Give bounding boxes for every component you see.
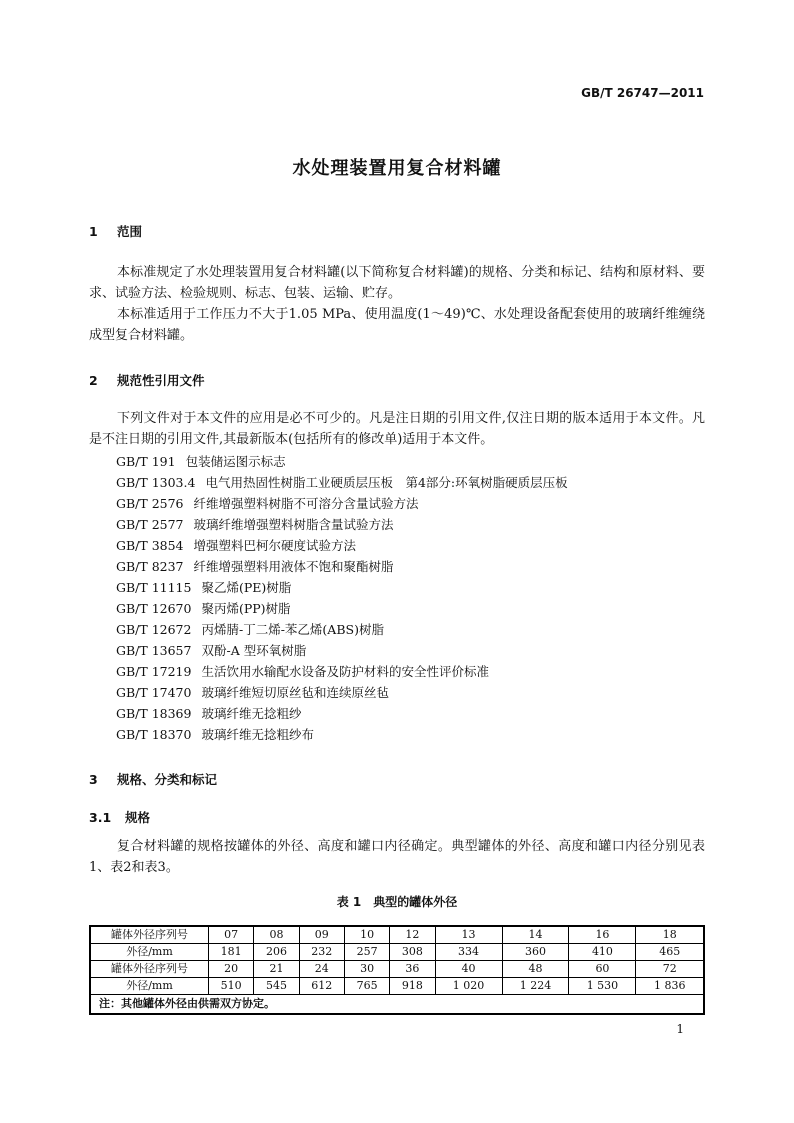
row-label: 罐体外径序列号 bbox=[90, 961, 209, 978]
table-cell: 232 bbox=[299, 944, 344, 961]
section-2-number: 2 bbox=[89, 373, 98, 388]
section-1-heading bbox=[89, 222, 142, 240]
table-1 bbox=[89, 925, 705, 1015]
table-cell: 24 bbox=[299, 961, 344, 978]
table-cell: 20 bbox=[209, 961, 254, 978]
reference-title: 玻璃纤维无捻粗纱布 bbox=[201, 727, 314, 742]
table-cell: 48 bbox=[502, 961, 569, 978]
table-cell: 08 bbox=[254, 926, 299, 944]
row-label: 外径/mm bbox=[90, 978, 209, 995]
table-cell: 36 bbox=[390, 961, 435, 978]
reference-title: 电气用热固性树脂工业硬质层压板 第4部分:环氧树脂硬质层压板 bbox=[205, 475, 568, 490]
table-cell: 334 bbox=[435, 944, 502, 961]
reference-item bbox=[116, 493, 568, 514]
reference-code: GB/T 8237 bbox=[116, 559, 184, 574]
table-cell: 13 bbox=[435, 926, 502, 944]
table-cell: 07 bbox=[209, 926, 254, 944]
standard-number: GB/T 26747—2011 bbox=[581, 86, 704, 100]
normative-intro-paragraph: 下列文件对于本文件的应用是必不可少的。凡是注日期的引用文件,仅注日期的版本适用于本文件。凡是不注日期的引用文件,其最新版本(包括所有的修改单)适用于本文件。 bbox=[89, 411, 705, 447]
reference-title: 双酚-A 型环氧树脂 bbox=[201, 643, 307, 658]
spec-paragraph: 复合材料罐的规格按罐体的外径、高度和罐口内径确定。典型罐体的外径、高度和罐口内径分别见表1、表2和表3。 bbox=[89, 839, 705, 875]
subsection-3-1-heading bbox=[89, 808, 150, 826]
table-cell: 545 bbox=[254, 978, 299, 995]
table-cell: 72 bbox=[636, 961, 704, 978]
subsection-3-1-number: 3.1 bbox=[89, 810, 112, 825]
reference-item bbox=[116, 619, 568, 640]
section-3-heading bbox=[89, 770, 217, 788]
table-cell: 206 bbox=[254, 944, 299, 961]
table-row bbox=[90, 926, 704, 944]
reference-title: 玻璃纤维增强塑料树脂含量试验方法 bbox=[193, 517, 394, 532]
table-cell: 918 bbox=[390, 978, 435, 995]
reference-item bbox=[116, 472, 568, 493]
section-1-body bbox=[89, 262, 705, 346]
section-3-number: 3 bbox=[89, 772, 98, 787]
reference-item bbox=[116, 703, 568, 724]
reference-code: GB/T 2577 bbox=[116, 517, 184, 532]
reference-title: 聚丙烯(PP)树脂 bbox=[201, 601, 291, 616]
table-cell: 410 bbox=[569, 944, 636, 961]
reference-title: 包装储运图示标志 bbox=[185, 454, 286, 469]
table-cell: 10 bbox=[344, 926, 389, 944]
table-cell: 1 224 bbox=[502, 978, 569, 995]
reference-code: GB/T 2576 bbox=[116, 496, 184, 511]
table-row bbox=[90, 961, 704, 978]
reference-code: GB/T 191 bbox=[116, 454, 176, 469]
reference-title: 丙烯腈-丁二烯-苯乙烯(ABS)树脂 bbox=[201, 622, 384, 637]
section-3-title: 规格、分类和标记 bbox=[117, 772, 218, 787]
reference-item bbox=[116, 724, 568, 745]
table-cell: 181 bbox=[209, 944, 254, 961]
reference-code: GB/T 11115 bbox=[116, 580, 192, 595]
reference-code: GB/T 18369 bbox=[116, 706, 192, 721]
reference-title: 增强塑料巴柯尔硬度试验方法 bbox=[193, 538, 357, 553]
section-1-title: 范围 bbox=[117, 224, 143, 239]
reference-item bbox=[116, 682, 568, 703]
reference-item bbox=[116, 535, 568, 556]
reference-list bbox=[116, 451, 568, 745]
section-1-number: 1 bbox=[89, 224, 98, 239]
reference-title: 纤维增强塑料用液体不饱和聚酯树脂 bbox=[193, 559, 394, 574]
table-cell: 308 bbox=[390, 944, 435, 961]
table-cell: 257 bbox=[344, 944, 389, 961]
table-cell: 16 bbox=[569, 926, 636, 944]
table-cell: 1 836 bbox=[636, 978, 704, 995]
reference-item bbox=[116, 661, 568, 682]
reference-item bbox=[116, 577, 568, 598]
table-cell: 14 bbox=[502, 926, 569, 944]
reference-title: 聚乙烯(PE)树脂 bbox=[201, 580, 292, 595]
reference-item bbox=[116, 598, 568, 619]
section-2-heading bbox=[89, 371, 205, 389]
reference-item bbox=[116, 556, 568, 577]
reference-code: GB/T 18370 bbox=[116, 727, 192, 742]
document-title: 水处理装置用复合材料罐 bbox=[292, 158, 502, 179]
table-cell: 1 530 bbox=[569, 978, 636, 995]
scope-paragraph-1: 本标准规定了水处理装置用复合材料罐(以下简称复合材料罐)的规格、分类和标记、结构和原材料、要求、试验方法、检验规则、标志、包装、运输、贮存。 bbox=[89, 265, 705, 301]
reference-code: GB/T 1303.4 bbox=[116, 475, 196, 490]
table-cell: 1 020 bbox=[435, 978, 502, 995]
table-cell: 465 bbox=[636, 944, 704, 961]
table-cell: 40 bbox=[435, 961, 502, 978]
table-cell: 21 bbox=[254, 961, 299, 978]
table-cell: 612 bbox=[299, 978, 344, 995]
page-number: 1 bbox=[676, 1022, 684, 1036]
table-note-row bbox=[90, 995, 704, 1015]
row-label: 外径/mm bbox=[90, 944, 209, 961]
subsection-3-1-title: 规格 bbox=[125, 810, 151, 825]
reference-code: GB/T 12670 bbox=[116, 601, 192, 616]
reference-item bbox=[116, 640, 568, 661]
scope-paragraph-2: 本标准适用于工作压力不大于1.05 MPa、使用温度(1～49)℃、水处理设备配套使用的玻璃纤维缠绕成型复合材料罐。 bbox=[89, 307, 705, 343]
reference-title: 纤维增强塑料树脂不可溶分含量试验方法 bbox=[193, 496, 419, 511]
reference-title: 生活饮用水输配水设备及防护材料的安全性评价标准 bbox=[201, 664, 489, 679]
reference-code: GB/T 17219 bbox=[116, 664, 192, 679]
table-row bbox=[90, 978, 704, 995]
row-label: 罐体外径序列号 bbox=[90, 926, 209, 944]
section-3-1-body bbox=[89, 836, 705, 878]
reference-item bbox=[116, 451, 568, 472]
reference-code: GB/T 13657 bbox=[116, 643, 192, 658]
table-cell: 09 bbox=[299, 926, 344, 944]
reference-title: 玻璃纤维无捻粗纱 bbox=[201, 706, 302, 721]
reference-title: 玻璃纤维短切原丝毡和连续原丝毡 bbox=[201, 685, 389, 700]
table-cell: 12 bbox=[390, 926, 435, 944]
table-note: 注：其他罐体外径由供需双方协定。 bbox=[90, 995, 704, 1015]
table-1-caption: 表 1 典型的罐体外径 bbox=[336, 895, 458, 909]
table-cell: 360 bbox=[502, 944, 569, 961]
section-2-intro bbox=[89, 408, 705, 450]
table-cell: 30 bbox=[344, 961, 389, 978]
reference-item bbox=[116, 514, 568, 535]
section-2-title: 规范性引用文件 bbox=[117, 373, 205, 388]
table-cell: 510 bbox=[209, 978, 254, 995]
reference-code: GB/T 17470 bbox=[116, 685, 192, 700]
reference-code: GB/T 12672 bbox=[116, 622, 192, 637]
table-cell: 60 bbox=[569, 961, 636, 978]
table-cell: 765 bbox=[344, 978, 389, 995]
table-cell: 18 bbox=[636, 926, 704, 944]
reference-code: GB/T 3854 bbox=[116, 538, 184, 553]
table-row bbox=[90, 944, 704, 961]
